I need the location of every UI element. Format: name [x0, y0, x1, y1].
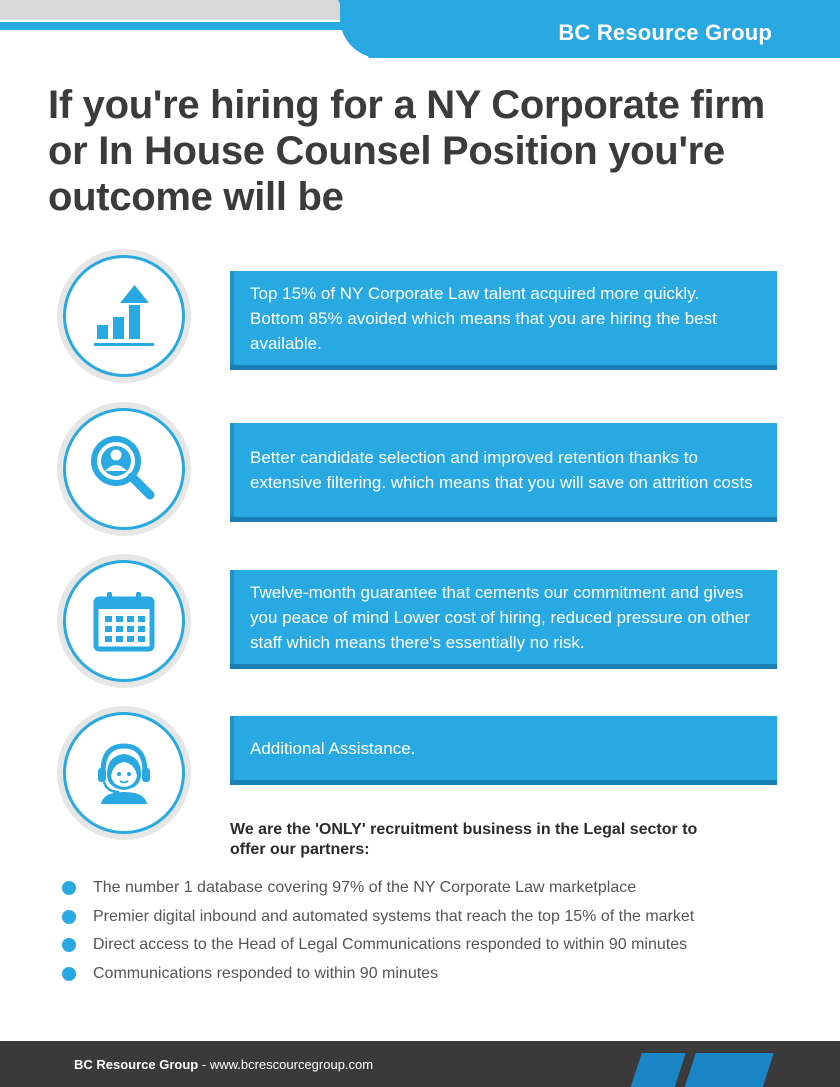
footer-website-link[interactable]: www.bcrescourcegroup.com — [209, 1057, 374, 1072]
page-title: If you're hiring for a NY Corporate firm or In House Counsel Position you're outcome will be — [48, 83, 765, 219]
bullet-dot-icon — [62, 910, 76, 924]
footer-brand: BC Resource Group — [74, 1057, 199, 1072]
benefit-box-3 — [230, 570, 777, 664]
benefit-icon-circle-1 — [63, 255, 185, 377]
benefit-text-4: Additional Assistance. — [250, 738, 416, 758]
top-blue-stripe — [0, 22, 372, 30]
footer — [0, 1041, 840, 1087]
benefit-text-2: Better candidate selection and improved retention thanks to extensive filtering. which means that you will save on attrition costs — [250, 448, 753, 492]
benefit-text-1: Top 15% of NY Corporate Law talent acquired more quickly. Bottom 85% avoided which means that you are hiring the best available. — [250, 283, 717, 353]
bullet-dot-icon — [62, 938, 76, 952]
footer-logo-shape-right — [676, 1053, 773, 1087]
benefit-icon-circle-4 — [63, 712, 185, 834]
header-banner — [340, 0, 840, 58]
offer-intro: We are the 'ONLY' recruitment business in the Legal sector to offer our partners: — [230, 821, 698, 858]
footer-logo-shape-left — [622, 1053, 685, 1087]
footer-separator: - — [198, 1057, 210, 1072]
benefit-text-3: Twelve-month guarantee that cements our commitment and gives you peace of mind Lower cost of hiring, reduced pressure on other staff which means there's essentially no risk. — [250, 582, 750, 652]
benefit-box-2 — [230, 423, 777, 517]
bullet-dot-icon — [62, 881, 76, 895]
brand-name: BC Resource Group — [558, 20, 772, 45]
calendar-icon — [92, 589, 156, 653]
candidate-search-icon — [86, 431, 162, 507]
top-gray-stripe — [0, 0, 360, 20]
benefit-box-4 — [230, 716, 777, 780]
offer-list — [62, 874, 694, 988]
list-item: Premier digital inbound and automated systems that reach the top 15% of the market — [62, 903, 694, 932]
benefit-icon-circle-2 — [63, 408, 185, 530]
list-item: Communications responded to within 90 minutes — [62, 960, 694, 989]
support-headset-icon — [89, 738, 159, 808]
benefit-icon-circle-3 — [63, 560, 185, 682]
list-item: The number 1 database covering 97% of the NY Corporate Law marketplace — [62, 874, 694, 903]
list-item: Direct access to the Head of Legal Communications responded to within 90 minutes — [62, 931, 694, 960]
benefit-box-1 — [230, 271, 777, 365]
growth-chart-icon — [89, 281, 159, 351]
bullet-dot-icon — [62, 967, 76, 981]
footer-text — [74, 1057, 373, 1072]
